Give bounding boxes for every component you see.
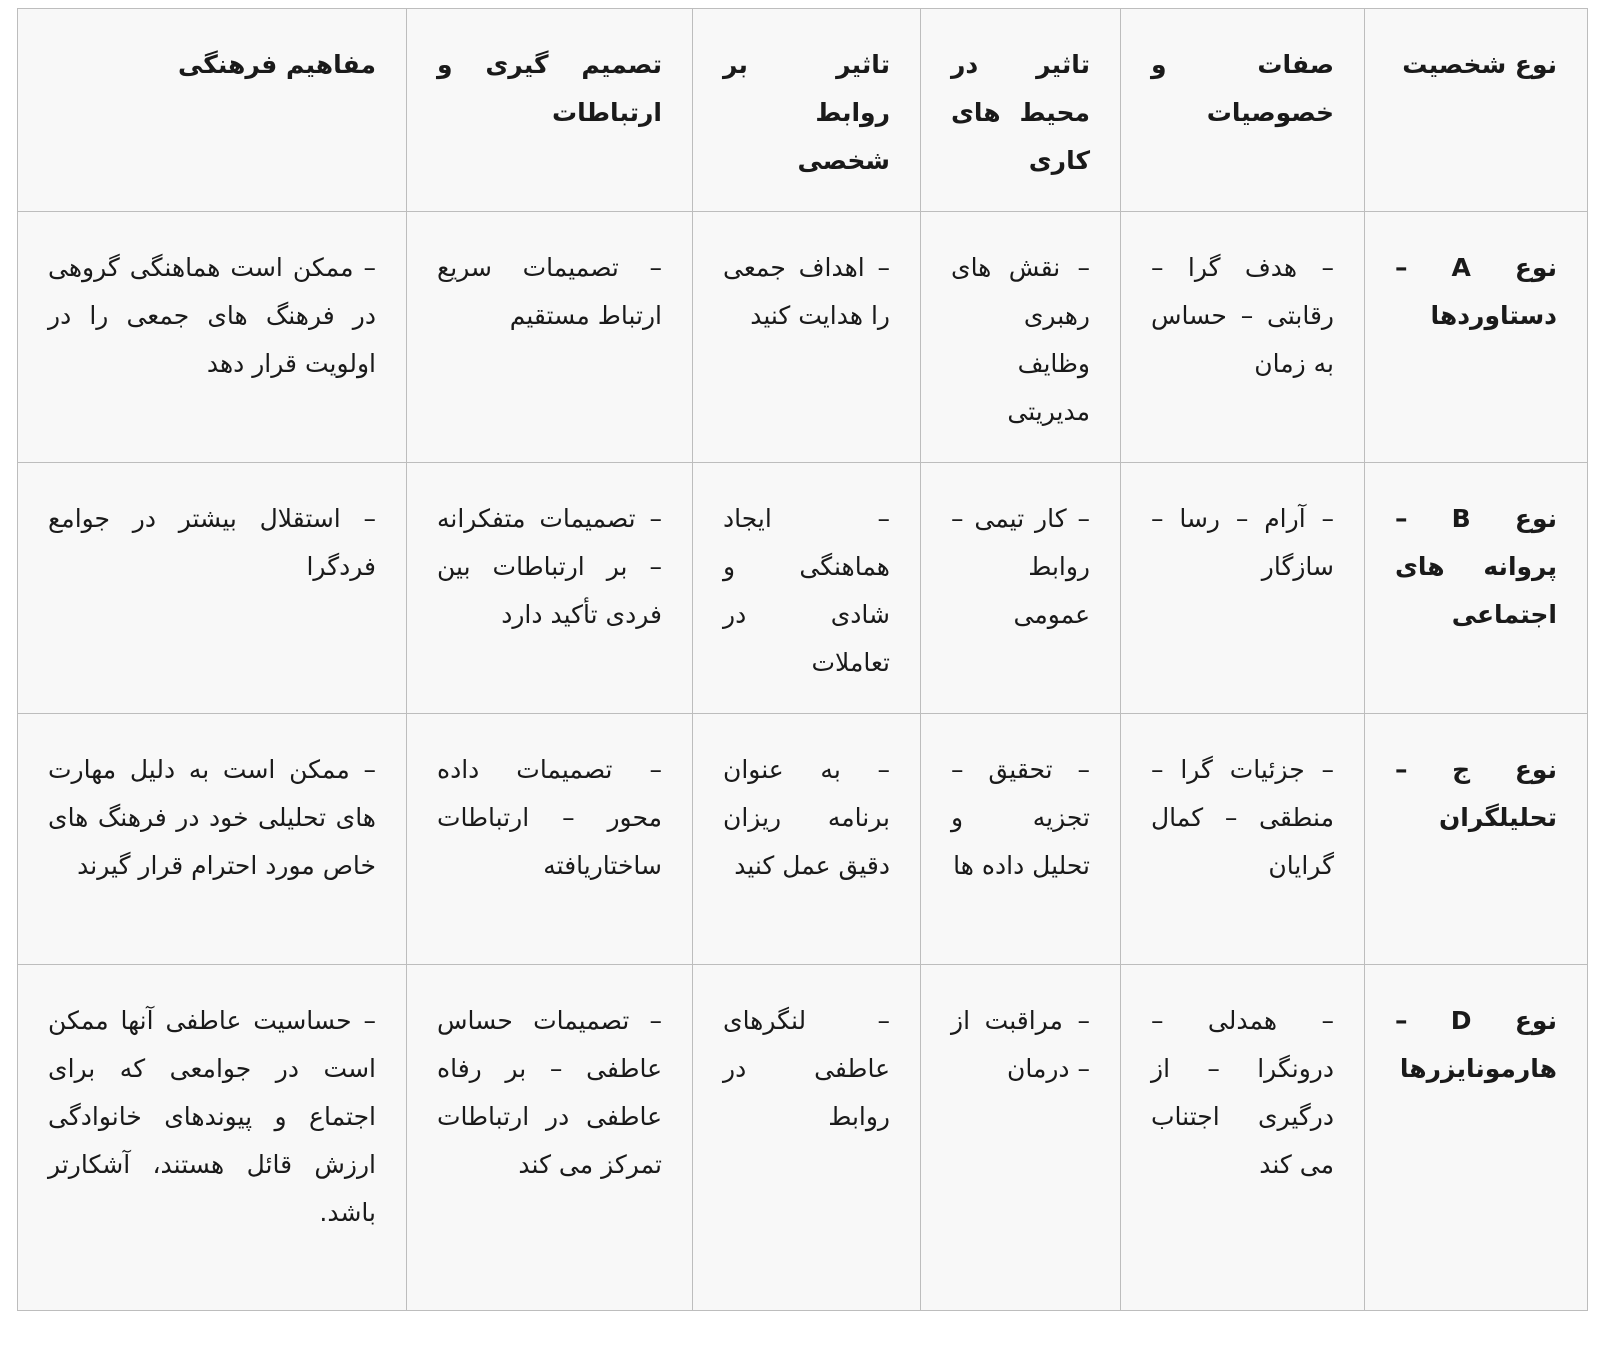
header-decisions-communication: تصمیم گیری و ارتباطات: [407, 9, 693, 212]
cell-traits: – جزئیات گرا – منطقی – کمال گرایان: [1121, 714, 1365, 965]
cell-relationships: – به عنوان برنامه ریزان دقیق عمل کنید: [693, 714, 921, 965]
cell-decisions: – تصمیمات متفکرانه – بر ارتباطات بین فردی تأکید دارد: [407, 463, 693, 714]
cell-decisions: – تصمیمات سریع ارتباط مستقیم: [407, 212, 693, 463]
cell-decisions: – تصمیمات حساس عاطفی – بر رفاه عاطفی در ارتباطات تمرکز می کند: [407, 965, 693, 1311]
cell-relationships: – ایجاد هماهنگی و شادی در تعاملات: [693, 463, 921, 714]
cell-type: نوع ج – تحلیلگران: [1365, 714, 1588, 965]
cell-workplace: – کار تیمی – روابط عمومی: [921, 463, 1121, 714]
table-header-row: [18, 9, 1588, 212]
table-row: [18, 965, 1588, 1311]
cell-type: نوع B – پروانه های اجتماعی: [1365, 463, 1588, 714]
personality-types-table: [17, 8, 1588, 1311]
header-traits: صفات و خصوصیات: [1121, 9, 1365, 212]
header-workplace-impact: تاثیر در محیط های کاری: [921, 9, 1121, 212]
table-row: [18, 463, 1588, 714]
cell-type: نوع A – دستاوردها: [1365, 212, 1588, 463]
header-cultural-concepts: مفاهیم فرهنگی: [18, 9, 407, 212]
cell-traits: – هدف گرا – رقابتی – حساس به زمان: [1121, 212, 1365, 463]
header-relationship-impact: تاثیر بر روابط شخصی: [693, 9, 921, 212]
cell-culture: – استقلال بیشتر در جوامع فردگرا: [18, 463, 407, 714]
cell-culture: – ممکن است هماهنگی گروهی در فرهنگ های جمعی را در اولویت قرار دهد: [18, 212, 407, 463]
cell-relationships: – اهداف جمعی را هدایت کنید: [693, 212, 921, 463]
cell-traits: – همدلی – درونگرا – از درگیری اجتناب می کند: [1121, 965, 1365, 1311]
cell-decisions: – تصمیمات داده محور – ارتباطات ساختاریافته: [407, 714, 693, 965]
table-row: [18, 212, 1588, 463]
cell-workplace: – نقش های رهبری وظایف مدیریتی: [921, 212, 1121, 463]
cell-traits: – آرام – رسا – سازگار: [1121, 463, 1365, 714]
cell-culture: – حساسیت عاطفی آنها ممکن است در جوامعی که برای اجتماع و پیوندهای خانوادگی ارزش قائل هستند، آشکارتر باشد.: [18, 965, 407, 1311]
personality-table-container: [17, 8, 1587, 1311]
header-personality-type: نوع شخصیت: [1365, 9, 1588, 212]
cell-type: نوع D – هارمونایزرها: [1365, 965, 1588, 1311]
cell-workplace: – مراقبت از – درمان: [921, 965, 1121, 1311]
cell-workplace: – تحقیق – تجزیه و تحلیل داده ها: [921, 714, 1121, 965]
cell-relationships: – لنگرهای عاطفی در روابط: [693, 965, 921, 1311]
table-row: [18, 714, 1588, 965]
cell-culture: – ممکن است به دلیل مهارت های تحلیلی خود در فرهنگ های خاص مورد احترام قرار گیرند: [18, 714, 407, 965]
